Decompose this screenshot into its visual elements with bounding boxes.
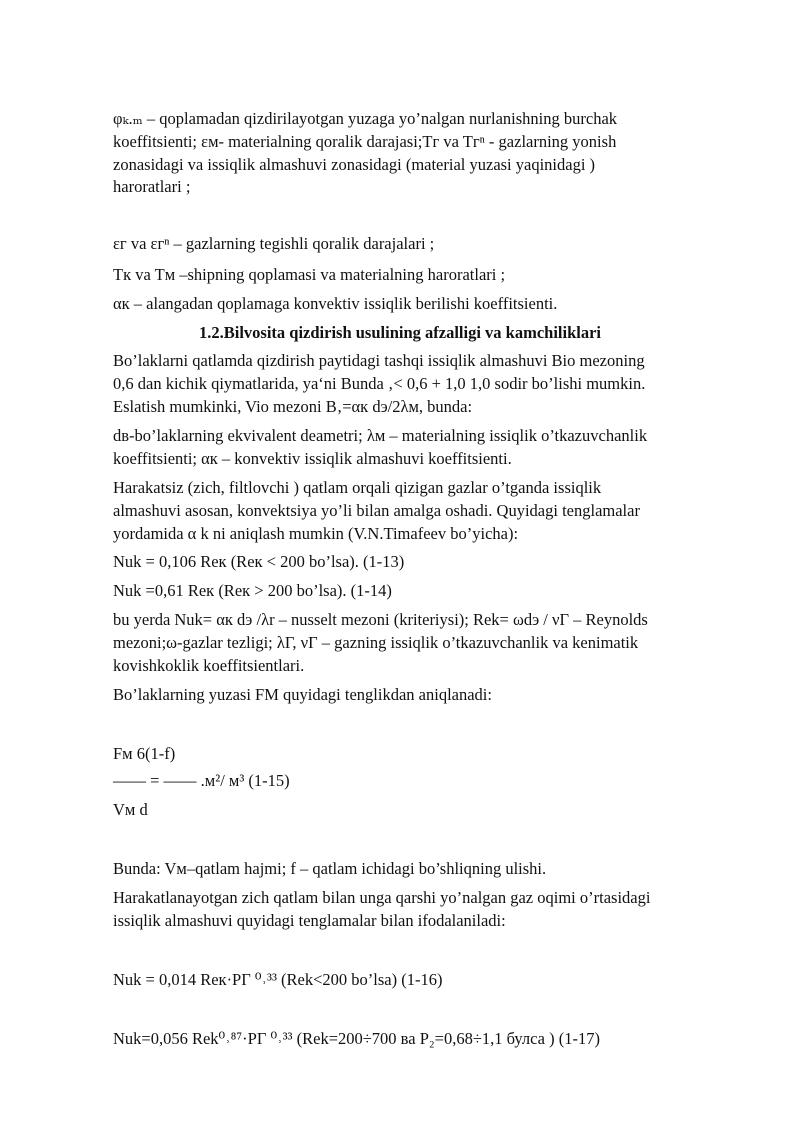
- text-line-16: yordamida α k ni aniqlash mumkin (V.N.Timafeev bo’yicha):: [113, 524, 519, 543]
- text-line-12: dв-bo’laklarning ekvivalent deametri; λм – materialning issiqlik o’tkazuvchanlik: [113, 426, 648, 445]
- text-line-26: Bunda: Vм–qatlam hajmi; f – qatlam ichidagi bo’shliqning ulishi.: [113, 859, 547, 878]
- text-line-9: Bo’laklarni qatlamda qizdirish paytidagi tashqi issiqlik almashuvi Bio mezoning: [113, 351, 645, 370]
- text-line-1: φₖ.ₘ – qoplamadan qizdirilayotgan yuzaga yo’nalgan nurlanishning burchak: [113, 109, 618, 128]
- text-line-10: 0,6 dan kichik qiymatlarida, ya‘ni Bunda ‚< 0,6 + 1,0 1,0 sodir bo’lishi mumkin.: [113, 374, 646, 393]
- section-heading: 1.2.Bilvosita qizdirish usulining afzalligi va kamchiliklari: [198, 323, 602, 342]
- text-line-19: bu yerda Nuk= αк dэ /λr – nusselt mezoni (kriteriysi); Rek= ωdэ / νΓ – Reynolds: [113, 610, 648, 629]
- text-line-22: Bo’laklarning yuzasi FM quyidagi tenglikdan aniqlanadi:: [113, 685, 492, 704]
- text-line-14: Harakatsiz (zich, filtlovchi ) qatlam orqali qizigan gazlar o’tganda issiqlik: [113, 478, 602, 497]
- fraction-numerator: Fм 6(1-f): [113, 744, 176, 763]
- text-line-15: almashuvi asosan, konvektsiya yo’li bilan amalga oshadi. Quyidagi tenglamalar: [113, 501, 640, 520]
- text-line-6: Tк va Tм –shipning qoplamasi va materialning haroratlari ;: [113, 265, 506, 284]
- text-line-11: Eslatish mumkinki, Vio mezoni B‚=αк dэ/2λм, bunda:: [113, 397, 473, 416]
- equation-1-16: Nuk = 0,014 Reк·PΓ ⁰˒³³ (Rek<200 bo’lsa) (1-16): [113, 970, 443, 989]
- equation-1-14: Nuk =0,61 Reк (Reк > 200 bo’lsa). (1-14): [113, 581, 392, 600]
- text-line-7: αк – alangadan qoplamaga konvektiv issiqlik berilishi koeffitsienti.: [113, 294, 558, 313]
- fraction-denominator: Vм d: [113, 800, 148, 819]
- text-line-20: mezoni;ω-gazlar tezligi; λΓ, νΓ – gazning issiqlik o’tkazuvchanlik va kenimatik: [113, 633, 639, 652]
- text-line-3: zonasidagi va issiqlik almashuvi zonasidagi (material yuzasi yaqinidagi ): [113, 155, 596, 174]
- text-line-27: Harakatlanayotgan zich qatlam bilan unga qarshi yo’nalgan gaz oqimi o’rtasidagi: [113, 888, 651, 907]
- text-line-2: koeffitsienti; εм- materialning qoralik darajasi;Tг va Tгⁿ - gazlarning yonish: [113, 132, 617, 151]
- equation-1-15: —— = —— .м²/ м³ (1-15): [113, 771, 290, 790]
- text-line-28: issiqlik almashuvi quyidagi tenglamalar bilan ifodalaniladi:: [113, 911, 506, 930]
- text-line-5: εг va εгⁿ – gazlarning tegishli qoralik darajalari ;: [113, 234, 435, 253]
- text-line-21: kovishkoklik koeffitsientlari.: [113, 656, 305, 675]
- text-line-13: koeffitsienti; αк – konvektiv issiqlik almashuvi koeffitsienti.: [113, 449, 512, 468]
- text-line-4: haroratlari ;: [113, 177, 191, 196]
- equation-1-13: Nuk = 0,106 Reк (Reк < 200 bo’lsa). (1-13): [113, 552, 405, 571]
- equation-1-17: Nuk=0,056 Rek⁰˒⁸⁷·PΓ ⁰˒³³ (Rek=200÷700 ва P₂=0,68÷1,1 булса ) (1-17): [113, 1029, 600, 1048]
